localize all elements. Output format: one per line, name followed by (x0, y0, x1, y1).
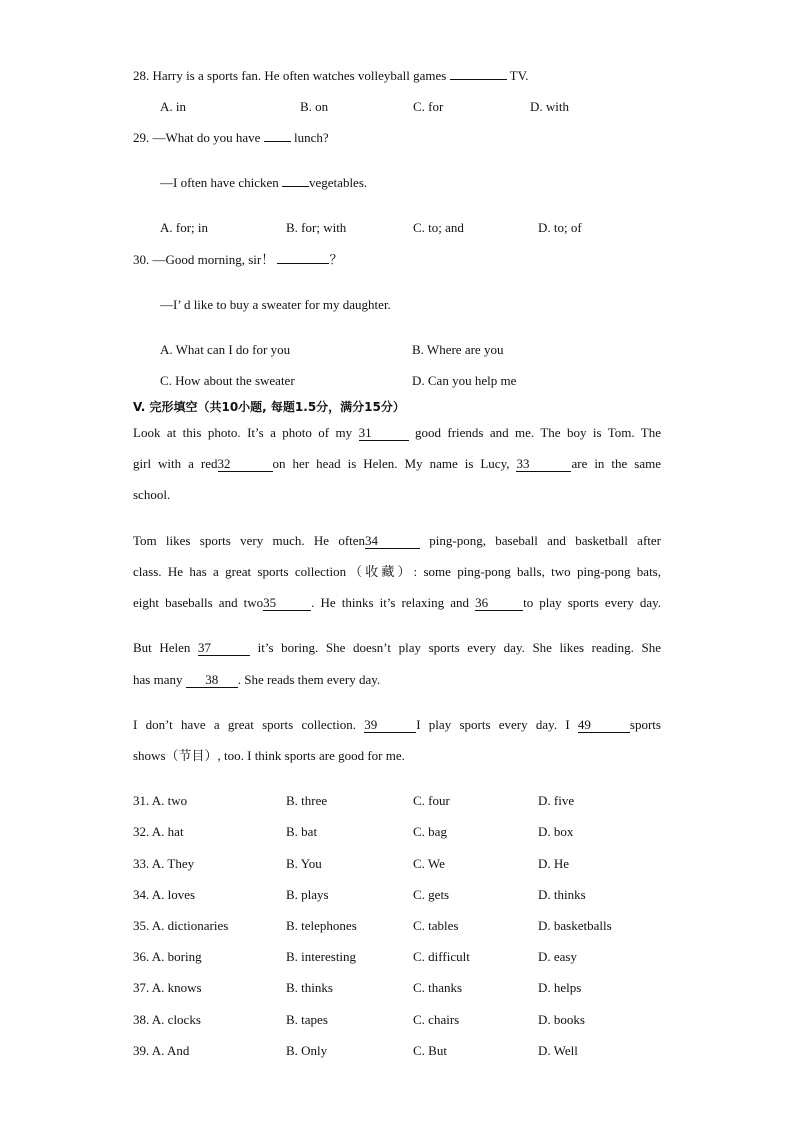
blank-35: 35 (263, 596, 311, 611)
q29-stem (133, 130, 329, 146)
text: Look at this photo. It’s a photo of my (133, 425, 359, 440)
q30-stem-a: 30. —Good morning, sir！ (133, 252, 278, 267)
text: I play sports every day. I (416, 717, 578, 732)
passage-p1-line2 (133, 456, 661, 472)
passage-p2-line2: class. He has a great sports collection（收藏）: some ping-pong balls, two ping-pong bats, (133, 564, 661, 579)
choice-35-b: B. telephones (286, 918, 357, 933)
text: it’s boring. She doesn’t play sports every day. She likes reading. She (250, 640, 662, 655)
choice-38-d: D. books (538, 1012, 585, 1027)
q29-option-d: D. to; of (538, 220, 582, 235)
text: to play sports every day. (523, 595, 661, 610)
choice-36-c: C. difficult (413, 949, 470, 964)
choice-32-b: B. bat (286, 824, 318, 839)
blank-38: 38 (186, 673, 238, 688)
blank-39: 39 (364, 718, 416, 733)
passage-p1-line3: school. (133, 487, 171, 502)
passage-p2-line3 (133, 595, 661, 611)
choice-33-a: 33. A. They (133, 856, 195, 871)
q30-stem-b: ？ (329, 252, 343, 267)
choice-34-c: C. gets (413, 887, 450, 902)
choice-32-c: C. bag (413, 824, 447, 839)
choice-36-b: B. interesting (286, 949, 357, 964)
choice-33-c: C. We (413, 856, 445, 871)
q28-stem (133, 68, 529, 84)
blank-40: 49 (578, 718, 630, 733)
choice-33-b: B. You (286, 856, 322, 871)
blank-32: 32 (218, 457, 273, 472)
q29-blank (264, 141, 291, 142)
q28-stem-b: TV. (506, 68, 529, 83)
q29-option-c: C. to; and (413, 220, 464, 235)
q30-option-d: D. Can you help me (412, 373, 517, 388)
choice-38-b: B. tapes (286, 1012, 328, 1027)
q29-stem-b: lunch? (290, 130, 329, 145)
choice-36-d: D. easy (538, 949, 577, 964)
q28-option-b: B. on (300, 99, 329, 114)
text: has many (133, 672, 186, 687)
q28-option-a: A. in (160, 99, 186, 114)
q29-stem-a: 29. —What do you have (133, 130, 264, 145)
text: I don’t have a great sports collection. (133, 717, 365, 732)
choice-35-c: C. tables (413, 918, 459, 933)
text: ping-pong, baseball and basketball after (420, 533, 661, 548)
choice-39-b: B. Only (286, 1043, 328, 1058)
passage-p4-line2: shows（节目）, too. I think sports are good for me. (133, 748, 405, 763)
text: good friends and me. The boy is Tom. The (408, 425, 661, 440)
text: sports (629, 717, 661, 732)
passage-p3-line1 (133, 640, 661, 656)
passage-p4-line1 (133, 717, 661, 733)
q28-stem-a: 28. Harry is a sports fan. He often watches volleyball games (133, 68, 450, 83)
passage-p3-line2 (133, 672, 380, 688)
choice-37-b: B. thinks (286, 980, 333, 995)
choice-37-a: 37. A. knows (133, 980, 202, 995)
blank-36: 36 (475, 596, 523, 611)
blank-31: 31 (359, 426, 409, 441)
choice-31-a: 31. A. two (133, 793, 188, 808)
q28-blank (450, 79, 507, 80)
text: girl with a red (133, 456, 218, 471)
text: . He thinks it’s relaxing and (311, 595, 476, 610)
choice-32-a: 32. A. hat (133, 824, 184, 839)
choice-39-c: C. But (413, 1043, 447, 1058)
q29-reply-blank (282, 186, 309, 187)
q29-reply (160, 175, 367, 191)
choice-36-a: 36. A. boring (133, 949, 202, 964)
choice-35-d: D. basketballs (538, 918, 612, 933)
q28-option-d: D. with (530, 99, 569, 114)
choice-31-d: D. five (538, 793, 575, 808)
choice-39-d: D. Well (538, 1043, 578, 1058)
choice-38-a: 38. A. clocks (133, 1012, 201, 1027)
q30-option-c: C. How about the sweater (160, 373, 295, 388)
q28-option-c: C. for (413, 99, 444, 114)
text: . She reads them every day. (237, 672, 381, 687)
q30-blank (277, 263, 329, 264)
choice-34-a: 34. A. loves (133, 887, 196, 902)
q30-option-a: A. What can I do for you (160, 342, 291, 357)
choice-35-a: 35. A. dictionaries (133, 918, 229, 933)
choice-34-b: B. plays (286, 887, 329, 902)
q29-reply-b: vegetables. (309, 175, 368, 190)
text: on her head is Helen. My name is Lucy, (272, 456, 517, 471)
choice-37-d: D. helps (538, 980, 582, 995)
text: But Helen (133, 640, 199, 655)
text: are in the same (571, 456, 661, 471)
choice-39-a: 39. A. And (133, 1043, 190, 1058)
q29-reply-a: —I often have chicken (160, 175, 283, 190)
choice-33-d: D. He (538, 856, 570, 871)
choice-34-d: D. thinks (538, 887, 586, 902)
text: Tom likes sports very much. He often (133, 533, 366, 548)
q30-reply: —I’ d like to buy a sweater for my daughter. (160, 297, 391, 312)
section-heading: V. 完形填空（共10小题, 每题1.5分，满分15分） (133, 400, 405, 414)
choice-31-b: B. three (286, 793, 328, 808)
choice-31-c: C. four (413, 793, 450, 808)
q30-stem (133, 252, 342, 268)
text: eight baseballs and two (133, 595, 264, 610)
passage-p2-line1 (133, 533, 661, 549)
blank-33: 33 (516, 457, 571, 472)
choice-38-c: C. chairs (413, 1012, 460, 1027)
blank-37: 37 (198, 641, 250, 656)
choice-37-c: C. thanks (413, 980, 463, 995)
blank-34: 34 (365, 534, 420, 549)
passage-p1-line1 (133, 425, 661, 441)
q29-option-a: A. for; in (160, 220, 209, 235)
q30-option-b: B. Where are you (412, 342, 504, 357)
q29-option-b: B. for; with (286, 220, 347, 235)
choice-32-d: D. box (538, 824, 574, 839)
